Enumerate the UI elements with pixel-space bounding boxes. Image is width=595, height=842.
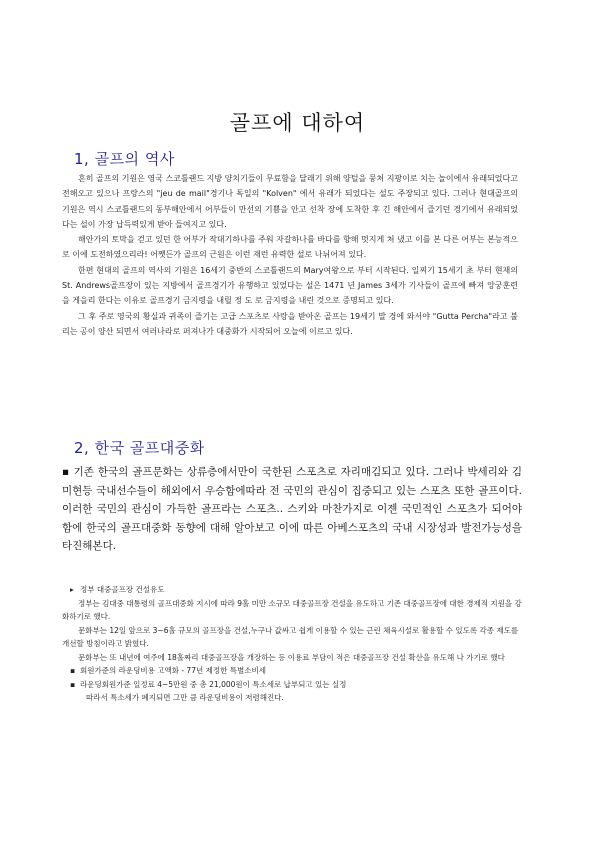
policy-paragraph: 정부는 김대중 대통령의 골프대중화 지시에 따라 9홀 미만 소규모 대중골프장 건설을 유도하고 기존 대중골프장에 대한 경제적 지원을 강화하기로 했다. [62,598,522,621]
history-body [62,171,518,339]
korea-bullet-paragraph [62,463,522,556]
policy-heading: 정부 대중골프장 건설유도 [80,585,165,594]
square-bullet-icon: ▪ [70,679,76,689]
policy-paragraph: 문화부는 12일 앞으로 3~6홀 규모의 골프장을 건설,누구나 값싸고 쉽게 이용할 수 있는 근린 체육시설로 활용할 수 있도록 각종 제도를 개선할 방침이라고 밝혔다. [62,625,519,648]
history-paragraph: 그 후 주로 영국의 황실과 귀족이 즐기는 고급 스포츠로 사랑을 받아온 골프는 19세기 말 경에 와서야 "Gutta Percha"라고 불리는 공이 양산 되면서 여러나라로 퍼져나가 대중화가 시작되어 오늘에 이르고 있다. [62,311,518,336]
square-bullet-icon: ▪ [62,466,70,478]
policy-list-text: 라운딩회원가준 일정료 4~5만원 중 총 21,000원이 특소세로 납부되고 있는 실정 [80,679,347,689]
policy-list-item [62,678,522,692]
policy-list-item [62,664,522,678]
section-heading-history: 1, 골프의 역사 [74,150,175,168]
policy-heading-line [62,583,522,597]
policy-paragraph: 문화부는 또 내년에 여주에 18홀짜리 대중골프장을 개장하는 등 이용료 부담이 적은 대중골프장 건설 확산을 유도해 나 가기로 했다 [78,652,505,662]
policy-section [62,583,522,705]
triangle-bullet-icon: ▸ [70,585,74,594]
section-heading-korea: 2, 한국 골프대중화 [74,439,205,457]
history-paragraph: 해안가의 토막을 걷고 있던 한 어부가 작대기하나를 주워 자갈하나를 바다를 향해 멋지게 쳐 냈고 이를 본 다른 어부는 본능적으로 이에 도전하였으리라! 어쨋든가 골프의 근원은 이런 재런 유력한 설로 나뉘어져 있다. [62,235,518,260]
korea-bullet-text: 기존 한국의 골프문화는 상류층에서만이 국한된 스포츠로 자리매김되고 있다. 그러나 박세리와 김미현등 국내선수들이 해외에서 우승함에따라 전 국민의 관심이 집중되고 있는 스포츠 또한 골프이다. 이러한 국민의 관심이 가득한 골프라는 스포츠.. 스키와 마찬가지로 이젠 국민적인 스포츠가 되어야 함에 한국의 골프대중화 동향에 대해 알아보고 이에 따른 아베스포츠의 국내 시장성과 발전가능성을 타진해본다. [62,466,523,552]
policy-closing: 따라서 특소세가 폐지되면 그만 큼 라운딩비용이 저렴해진다. [86,693,284,702]
history-paragraph: 한편 현대의 골프의 역사의 기원은 16세기 중반의 스코틀랜드의 Mary여왕으로 부터 시작된다. 일찌기 15세기 초 부터 현재의 St. Andrews골프장이 있는 지방에서 골프경기가 유행하고 있었다는 설은 1471 년 James 3세가 기사들이 골프에 빠져 앙궁훈련을 게을리 한다는 이유로 골프경기 금지령을 내릴 정 도 로 금지령을 내린 것으로 증명되고 있다. [62,265,518,306]
square-bullet-icon: ▪ [70,666,76,675]
document-title: 골프에 대하여 [229,111,366,135]
policy-list-text: 회원가준의 라운딩비용 고액화 - 77년 제정한 특별소비세 [80,666,266,675]
history-paragraph: 흔히 골프의 기원은 영국 스코틀랜드 지방 양치기들이 무료함을 달래기 위해 양털을 뭉쳐 지팡이로 치는 놀이에서 유래되었다고 전해오고 있으나 프랑스의 "jeu de mail"경기나 독일의 "Kolven" 에서 유래가 되었다는 설도 주장되고 있다. 그러나 현대골프의 기원은 역시 스코틀랜드의 동부해안에서 어부들이 만선의 기쁨을 안고 선착 장에 도착한 후 긴 해안에서 즐기던 경기에서 유래되었다는 설이 가장 납득력있게 받아 들여지고 있다. [62,174,518,229]
